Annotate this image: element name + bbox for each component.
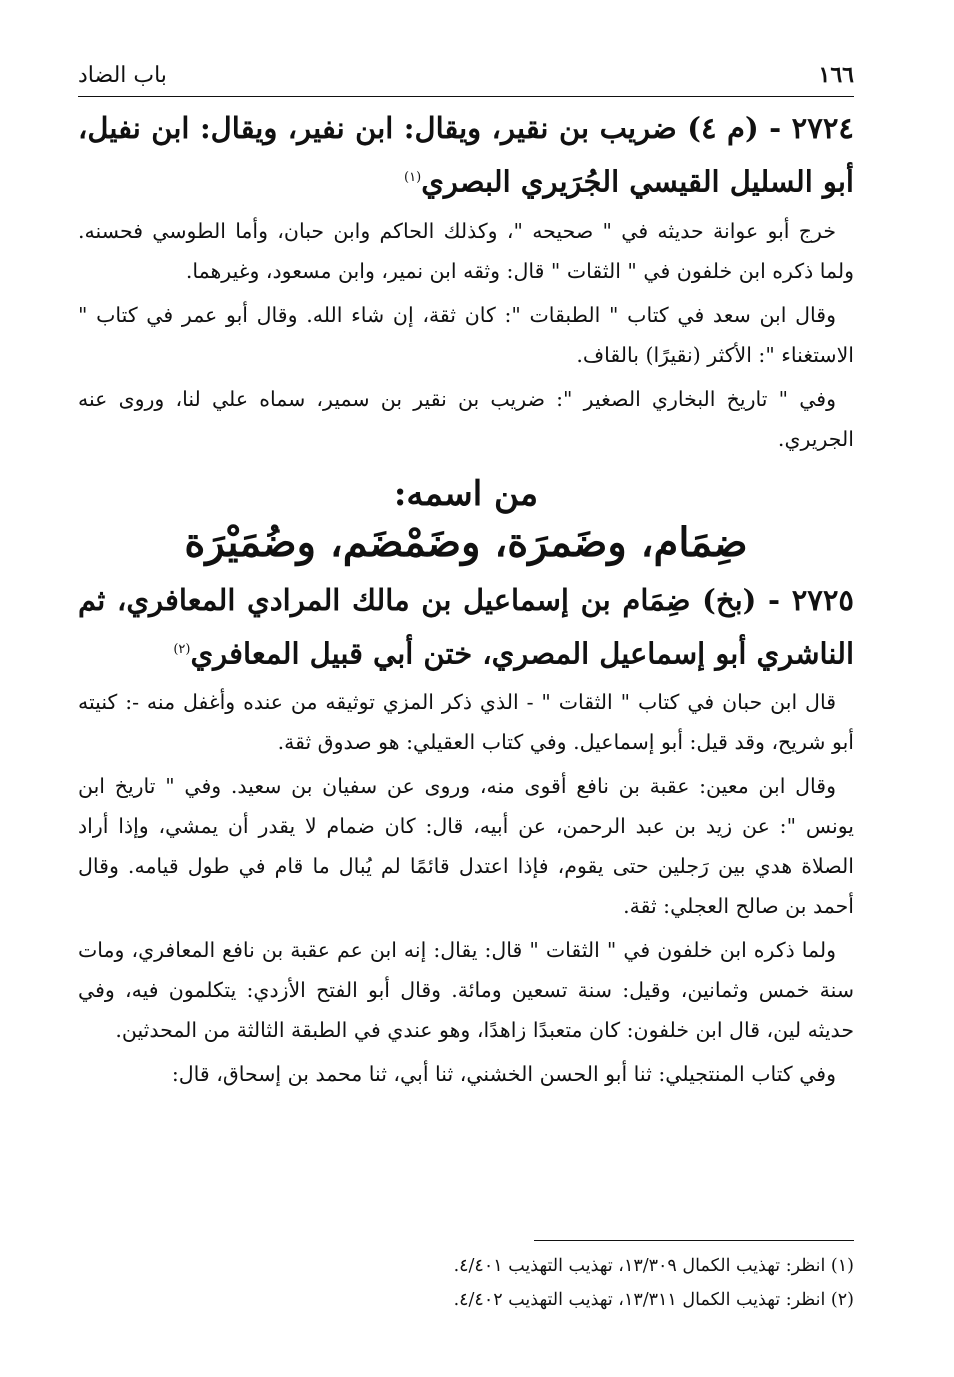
footnote-ref-2: (٢) xyxy=(173,641,191,657)
paragraph: وفي " تاريخ البخاري الصغير ": ضريب بن نقير بن سمير، سماه علي لنا، وروى عنه الجريري. xyxy=(78,386,854,451)
paragraph: وقال ابن معين: عقبة بن نافع أقوى منه، وروى عن سفيان بن سعيد. وفي " تاريخ ابن يونس ": عن زيد بن عبد الرحمن، عن أبيه، قال: كان ضمام لا يقدر أن يمشي، وإذا أراد الصلاة هدي بين رَجلين حتى يقوم، فإذا اعتدل قائمًا لم يُبال ما قام في طول قيامه. وقال أحمد بن صالح العجلي: ثقة. xyxy=(78,774,854,919)
section-title: من اسمه: xyxy=(393,473,539,514)
footnotes xyxy=(78,1240,854,1317)
running-header xyxy=(78,62,854,97)
page-number: ١٦٦ xyxy=(818,62,854,88)
section-names: ضِمَام، وضَمرَة، وضَمْضَم، وضُمَيْرَة xyxy=(184,518,748,566)
footnote-divider xyxy=(534,1240,854,1241)
entry-heading-2724 xyxy=(78,103,854,207)
paragraph: قال ابن حبان في كتاب " الثقات " - الذي ذكر المزي توثيقه من عنده وأغفل منه -: كنيته أبو شريح، وقد قيل: أبو إسماعيل. وفي كتاب العقيلي: هو صدوق ثقة. xyxy=(78,690,854,755)
paragraph: ولما ذكره ابن خلفون في " الثقات " قال: يقال: إنه ابن عم عقبة بن نافع المعافري، ومات سنة خمس وثمانين، وقيل: سنة تسعين ومائة. وقال أبو الفتح الأزدي: يتكلمون فيه، وفي حديثه لين، قال ابن خلفون: كان متعبدًا زاهدًا، وهو عندي في الطبقة الثالثة من المحدثين. xyxy=(78,938,854,1043)
entry-heading-text: ٢٧٢٥ - (بخ) ضِمَام بن إسماعيل بن مالك المرادي المعافري، ثم الناشري أبو إسماعيل المصري، ختن أبي قبيل المعافري xyxy=(78,582,854,671)
footnote-ref-1: (١) xyxy=(404,170,422,185)
chapter-title: باب الضاد xyxy=(78,63,167,88)
entry-heading-text: ٢٧٢٤ - (م ٤) ضريب بن نقير، ويقال: ابن نفير، ويقال: ابن نفيل، أبو السليل القيسي الجُرَيري البصري xyxy=(78,111,854,199)
paragraph: خرج أبو عوانة حديثه في " صحيحه "، وكذلك الحاكم وابن حبان، وأما الطوسي فحسنه. ولما ذكره ابن خلفون في " الثقات " قال: وثقه ابن نمير، وابن مسعود، وغيرهما. xyxy=(78,218,854,283)
paragraph: وقال ابن سعد في كتاب " الطبقات ": كان ثقة، إن شاء الله. وقال أبو عمر في كتاب " الاستغناء ": الأكثر (نقيرًا) بالقاف. xyxy=(78,302,854,367)
footnote-2: (٢) انظر: تهذيب الكمال ١٣/٣١١، تهذيب التهذيب ٤/٤٠٢. xyxy=(453,1290,854,1310)
entry-heading-2725 xyxy=(78,575,854,679)
paragraph: وفي كتاب المنتجيلي: ثنا أبو الحسن الخشني، ثنا أبي، ثنا محمد بن إسحاق، قال: xyxy=(171,1062,836,1087)
footnote-1: (١) انظر: تهذيب الكمال ١٣/٣٠٩، تهذيب التهذيب ٤/٤٠١. xyxy=(453,1256,854,1276)
